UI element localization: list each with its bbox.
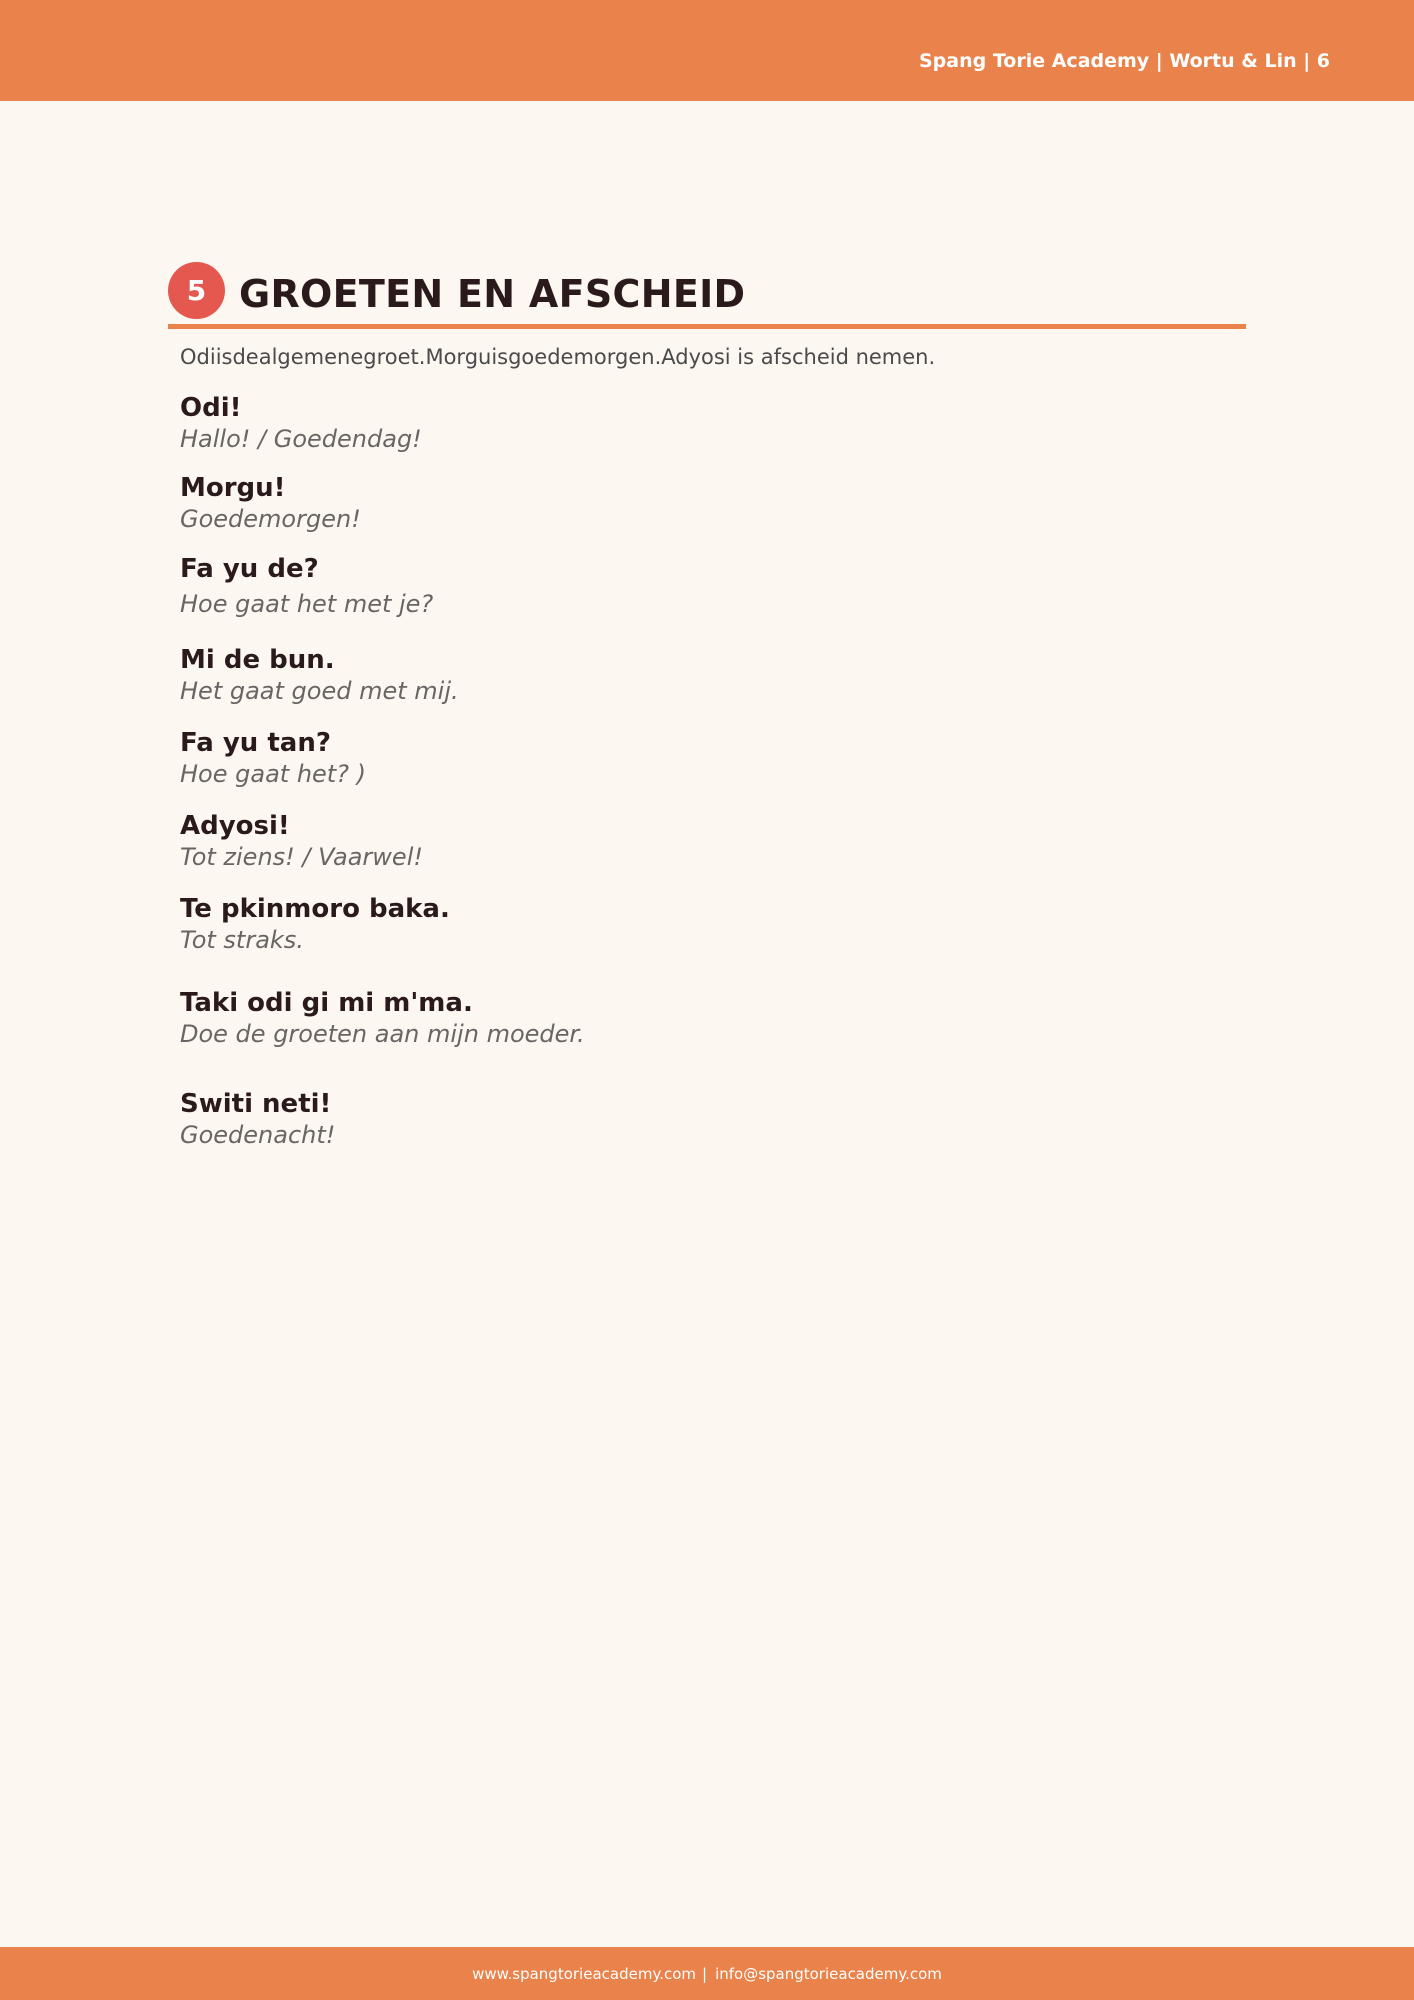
section-title: GROETEN EN AFSCHEID [239, 272, 746, 316]
phrase-translation: Hoe gaat het met je? [180, 590, 434, 618]
footer-website: www.spangtorieacademy.com [472, 1964, 696, 1983]
page-footer [0, 1947, 1414, 2000]
phrase-text: Adyosi! [180, 811, 290, 841]
phrase-entry [180, 472, 361, 534]
phrase-entry [180, 553, 433, 619]
phrase-text: Odi! [180, 393, 242, 423]
phrase-entry [180, 392, 422, 454]
phrase-entry [180, 893, 450, 955]
footer-separator: | [702, 1964, 708, 1983]
phrase-entry [180, 727, 366, 789]
phrase-text: Fa yu de? [180, 554, 319, 584]
section-intro: Odiisdealgemenegroet.Morguisgoedemorgen.Adyosi is afscheid nemen. [180, 345, 936, 369]
phrase-translation: Tot straks. [180, 926, 304, 954]
phrase-translation: Doe de groeten aan mijn moeder. [180, 1020, 585, 1048]
section-number-badge: 5 [168, 262, 225, 319]
phrase-entry [180, 810, 423, 872]
phrase-text: Fa yu tan? [180, 728, 331, 758]
phrase-text: Switi neti! [180, 1089, 332, 1119]
phrase-entry [180, 644, 459, 706]
phrase-entry [180, 1088, 335, 1150]
phrase-text: Te pkinmoro baka. [180, 894, 450, 924]
phrase-translation: Het gaat goed met mij. [180, 677, 459, 705]
phrase-translation: Goedenacht! [180, 1121, 336, 1149]
phrase-translation: Goedemorgen! [180, 505, 361, 533]
header-title: Spang Torie Academy | Wortu & Lin | 6 [919, 50, 1330, 72]
page-header [0, 0, 1414, 101]
section-heading [168, 262, 1246, 329]
phrase-entry [180, 987, 585, 1049]
phrase-text: Morgu! [180, 473, 286, 503]
phrase-translation: Hoe gaat het? ) [180, 760, 366, 788]
phrase-translation: Hallo! / Goedendag! [180, 425, 422, 453]
footer-email: info@spangtorieacademy.com [715, 1964, 942, 1983]
phrase-text: Mi de bun. [180, 645, 335, 675]
phrase-text: Taki odi gi mi m'ma. [180, 988, 473, 1018]
phrase-translation: Tot ziens! / Vaarwel! [180, 843, 423, 871]
